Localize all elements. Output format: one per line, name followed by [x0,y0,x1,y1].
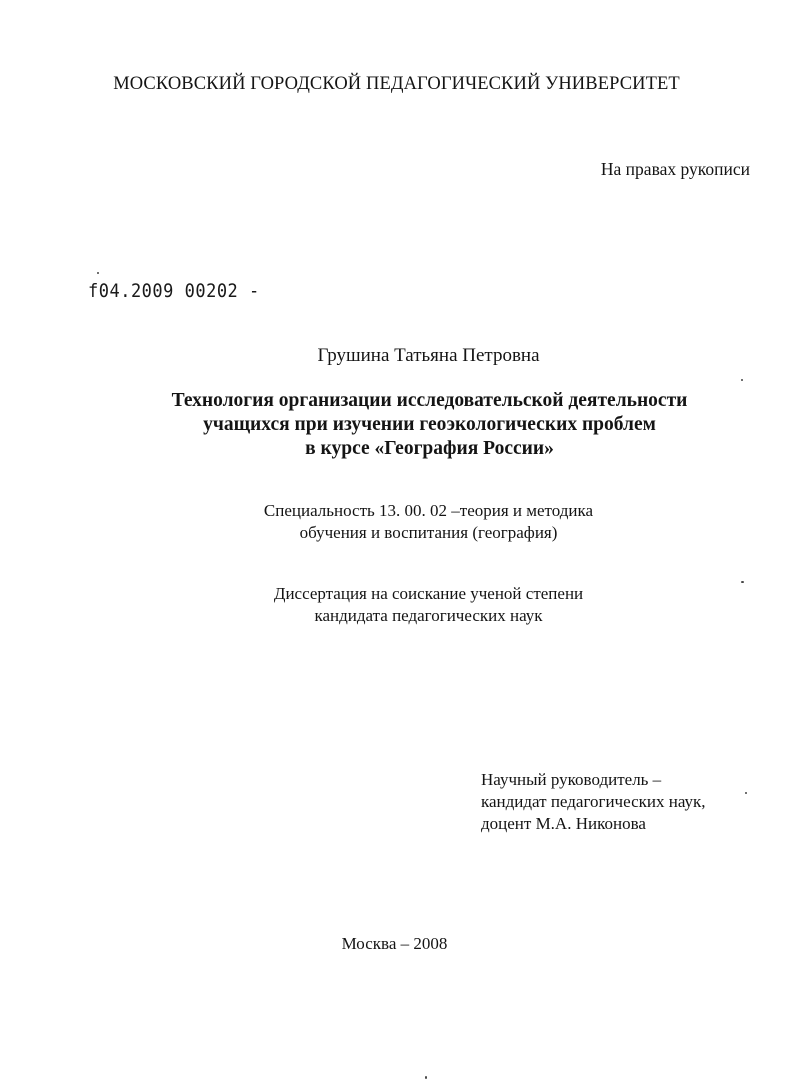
degree-line: Диссертация на соискание ученой степени [273,584,584,603]
scan-speck [425,1076,427,1079]
supervisor-block [481,769,706,835]
supervisor-line: кандидат педагогических наук, [481,792,706,811]
specialty-line: обучения и воспитания (география) [299,523,558,542]
author-name: Грушина Татьяна Петровна [317,345,540,366]
catalog-code: f04.2009 00202 - [88,280,260,303]
dissertation-title [0,389,793,461]
scan-speck [741,379,743,381]
title-line: Технология организации исследовательской деятельности [171,390,688,411]
title-line: в курсе «География России» [305,438,554,459]
city-year: Москва – 2008 [341,934,448,953]
specialty-block [0,500,793,544]
supervisor-line: Научный руководитель – [481,770,662,789]
degree-block [0,583,793,627]
specialty-line: Специальность 13. 00. 02 –теория и методика [263,501,594,520]
scan-speck [745,792,747,794]
supervisor-line: доцент М.А. Никонова [481,814,646,833]
university-name: МОСКОВСКИЙ ГОРОДСКОЙ ПЕДАГОГИЧЕСКИЙ УНИВЕРСИТЕТ [113,74,680,94]
degree-line: кандидата педагогических наук [314,606,543,625]
scan-speck [741,581,744,583]
rights-note: На правах рукописи [600,159,750,179]
scan-speck [97,272,99,274]
title-line: учащихся при изучении геоэкологических проблем [203,414,656,435]
